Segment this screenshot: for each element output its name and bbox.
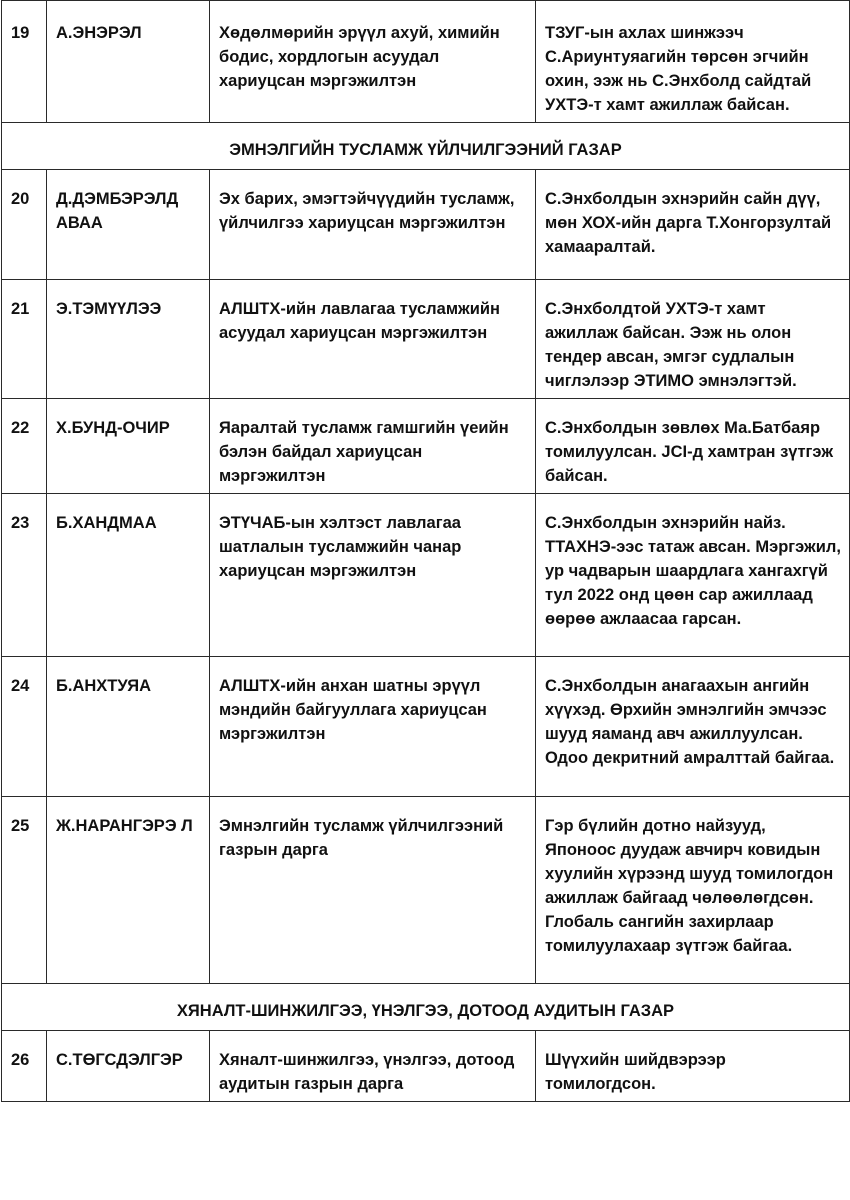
person-name: Ж.НАРАНГЭРЭ Л — [47, 797, 210, 984]
row-number: 24 — [2, 657, 47, 797]
table-row — [2, 657, 850, 797]
section-row — [2, 984, 850, 1031]
table-row — [2, 280, 850, 399]
relationship-note: С.Энхболдын эхнэрийн сайн дүү, мөн ХОХ-ийн дарга Т.Хонгорзултай хамааралтай. — [536, 170, 850, 280]
relationship-note: С.Энхболдын анагаахын ангийн хүүхэд. Өрхийн эмнэлгийн эмчээс шууд яаманд авч ажиллуулсан. Одоо декритний амралттай байгаа. — [536, 657, 850, 797]
section-heading: ЭМНЭЛГИЙН ТУСЛАМЖ ҮЙЛЧИЛГЭЭНИЙ ГАЗАР — [2, 123, 850, 170]
table-row — [2, 399, 850, 494]
table-row — [2, 1, 850, 123]
person-name: Э.ТЭМҮҮЛЭЭ — [47, 280, 210, 399]
person-name: С.ТӨГСДЭЛГЭР — [47, 1031, 210, 1102]
person-name: Б.АНХТУЯА — [47, 657, 210, 797]
position-description: Хяналт-шинжилгээ, үнэлгээ, дотоод аудитын газрын дарга — [210, 1031, 536, 1102]
relationship-note: С.Энхболдын зөвлөх Ма.Батбаяр томилуулсан. JCI-д хамтран зүтгэж байсан. — [536, 399, 850, 494]
person-name: Д.ДЭМБЭРЭЛД АВАА — [47, 170, 210, 280]
person-name: Б.ХАНДМАА — [47, 494, 210, 657]
position-description: Хөдөлмөрийн эрүүл ахуй, химийн бодис, хордлогын асуудал хариуцсан мэргэжилтэн — [210, 1, 536, 123]
relationship-note: Гэр бүлийн дотно найзууд, Японоос дуудаж авчирч ковидын хуулийн хүрээнд шууд томилогдон ажиллаж байгаад чөлөөлөгдсөн. Глобаль сангийн захирлаар томилуулахаар зүтгэж байгаа. — [536, 797, 850, 984]
table-row — [2, 170, 850, 280]
position-description: Эх барих, эмэгтэйчүүдийн тусламж, үйлчилгээ хариуцсан мэргэжилтэн — [210, 170, 536, 280]
relationship-note: С.Энхболдтой УХТЭ-т хамт ажиллаж байсан. Ээж нь олон тендер авсан, эмгэг судлалын чиглэлээр ЭТИМО эмнэлэгтэй. — [536, 280, 850, 399]
row-number: 22 — [2, 399, 47, 494]
staff-table — [1, 0, 850, 1102]
row-number: 26 — [2, 1031, 47, 1102]
position-description: Эмнэлгийн тусламж үйлчилгээний газрын дарга — [210, 797, 536, 984]
relationship-note: Шүүхийн шийдвэрээр томилогдсон. — [536, 1031, 850, 1102]
person-name: А.ЭНЭРЭЛ — [47, 1, 210, 123]
row-number: 20 — [2, 170, 47, 280]
table-row — [2, 797, 850, 984]
relationship-note: С.Энхболдын эхнэрийн найз. ТТАХНЭ-ээс татаж авсан. Мэргэжил, ур чадварын шаардлага хангахгүй тул 2022 онд цөөн сар ажиллаад өөрөө ажлаасаа гарсан. — [536, 494, 850, 657]
row-number: 21 — [2, 280, 47, 399]
person-name: Х.БУНД-ОЧИР — [47, 399, 210, 494]
row-number: 19 — [2, 1, 47, 123]
position-description: АЛШТХ-ийн лавлагаа тусламжийн асуудал хариуцсан мэргэжилтэн — [210, 280, 536, 399]
position-description: АЛШТХ-ийн анхан шатны эрүүл мэндийн байгууллага хариуцсан мэргэжилтэн — [210, 657, 536, 797]
position-description: Яаралтай тусламж гамшгийн үеийн бэлэн байдал хариуцсан мэргэжилтэн — [210, 399, 536, 494]
section-row — [2, 123, 850, 170]
row-number: 25 — [2, 797, 47, 984]
table-row — [2, 1031, 850, 1102]
table-row — [2, 494, 850, 657]
position-description: ЭТҮЧАБ-ын хэлтэст лавлагаа шатлалын тусламжийн чанар хариуцсан мэргэжилтэн — [210, 494, 536, 657]
relationship-note: ТЗУГ-ын ахлах шинжээч С.Ариунтуяагийн төрсөн эгчийн охин, ээж нь С.Энхболд сайдтай УХТЭ-т хамт ажиллаж байсан. — [536, 1, 850, 123]
section-heading: ХЯНАЛТ-ШИНЖИЛГЭЭ, ҮНЭЛГЭЭ, ДОТООД АУДИТЫН ГАЗАР — [2, 984, 850, 1031]
row-number: 23 — [2, 494, 47, 657]
